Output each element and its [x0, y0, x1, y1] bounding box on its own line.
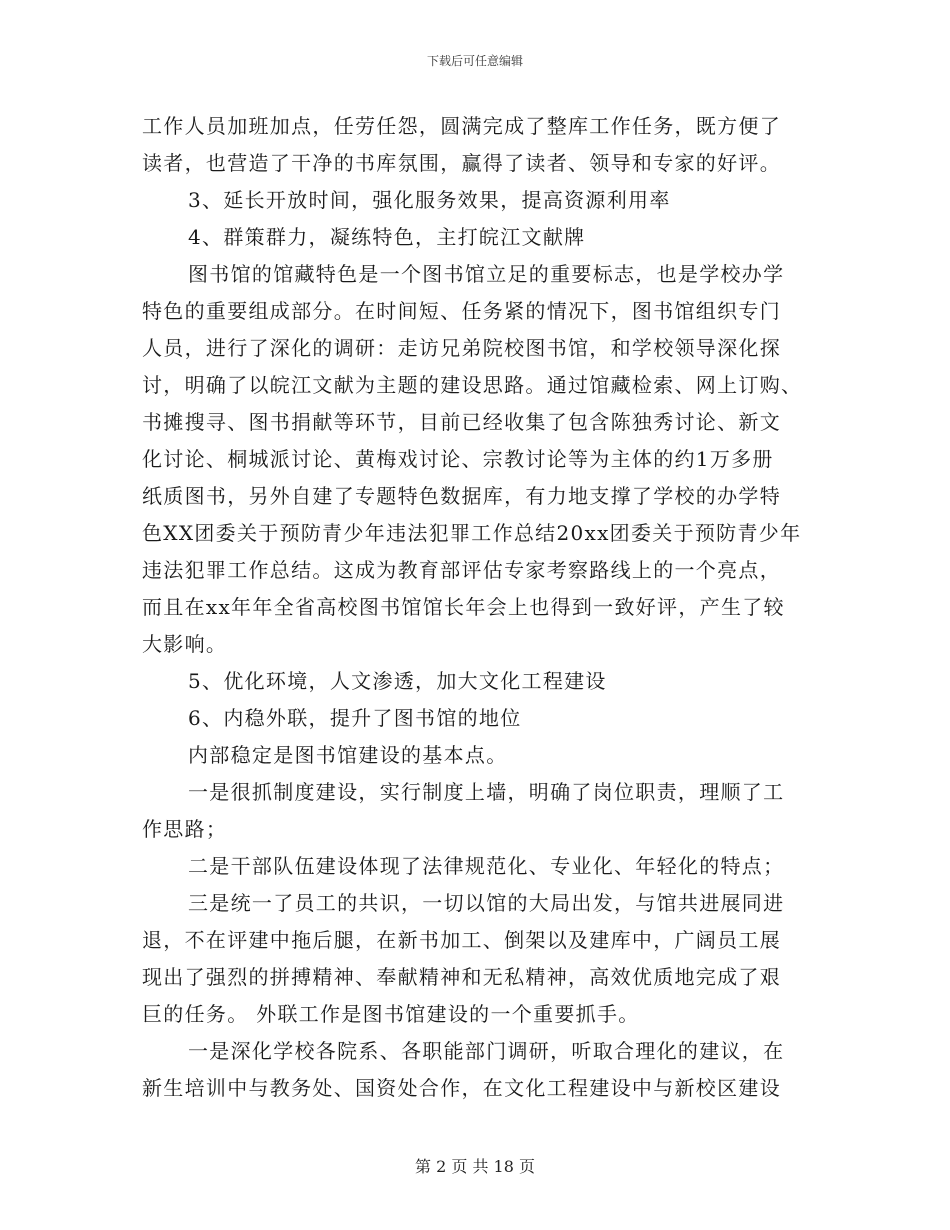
section-heading: 3、延长开放时间，强化服务效果，提高资源利用率	[188, 188, 671, 212]
text-line: 讨，明确了以皖江文献为主题的建设思路。通过馆藏检索、网上订购、	[142, 373, 803, 397]
text-line: 二是干部队伍建设体现了法律规范化、专业化、年轻化的特点；	[188, 854, 785, 878]
text-line: 巨的任务。 外联工作是图书馆建设的一个重要抓手。	[142, 1002, 640, 1026]
text-line: 作思路；	[142, 817, 228, 841]
document-body	[142, 108, 810, 1107]
text-line: 图书馆的馆藏特色是一个图书馆立足的重要标志，也是学校办学	[188, 262, 785, 286]
text-line: 三是统一了员工的共识，一切以馆的大局出发，与馆共进展同进	[188, 891, 785, 915]
text-line: 违法犯罪工作总结。这成为教育部评估专家考察路线上的一个亮点，	[142, 558, 781, 582]
text-line: 大影响。	[142, 632, 228, 656]
text-line: 化讨论、桐城派讨论、黄梅戏讨论、宗教讨论等为主体的约1万多册	[142, 447, 774, 471]
page-header: 下载后可任意编辑	[426, 54, 523, 68]
text-line: 一是很抓制度建设，实行制度上墙，明确了岗位职责，理顺了工	[188, 780, 785, 804]
text-line: 工作人员加班加点，任劳任怨，圆满完成了整库工作任务，既方便了	[142, 114, 781, 138]
section-heading: 5、优化环境，人文渗透，加大文化工程建设	[188, 669, 607, 693]
page-number: 第 2 页 共 18 页	[415, 1157, 535, 1176]
text-line: 现出了强烈的拼搏精神、奉献精神和无私精神，高效优质地完成了艰	[142, 965, 781, 989]
text-line: 书摊搜寻、图书捐献等环节，目前已经收集了包含陈独秀讨论、新文	[142, 410, 781, 434]
text-line: 纸质图书，另外自建了专题特色数据库，有力地支撑了学校的办学特	[142, 484, 781, 508]
section-heading: 4、群策群力，凝练特色，主打皖江文献牌	[188, 225, 586, 249]
text-line: 内部稳定是图书馆建设的基本点。	[188, 743, 508, 767]
section-heading: 6、内稳外联，提升了图书馆的地位	[188, 706, 522, 730]
text-line: 读者，也营造了干净的书库氛围，赢得了读者、领导和专家的好评。	[142, 151, 781, 175]
text-line: 新生培训中与教务处、国资处合作，在文化工程建设中与新校区建设	[142, 1076, 781, 1100]
text-line: 而且在xx年年全省高校图书馆馆长年会上也得到一致好评，产生了较	[142, 595, 785, 619]
text-line: 退，不在评建中拖后腿，在新书加工、倒架以及建库中，广阔员工展	[142, 928, 781, 952]
text-line: 特色的重要组成部分。在时间短、任务紧的情况下，图书馆组织专门	[142, 299, 781, 323]
text-line: 色XX团委关于预防青少年违法犯罪工作总结20xx团委关于预防青少年	[142, 521, 802, 545]
text-line: 一是深化学校各院系、各职能部门调研，听取合理化的建议，在	[188, 1039, 785, 1063]
text-line: 人员，进行了深化的调研：走访兄弟院校图书馆，和学校领导深化探	[142, 336, 781, 360]
